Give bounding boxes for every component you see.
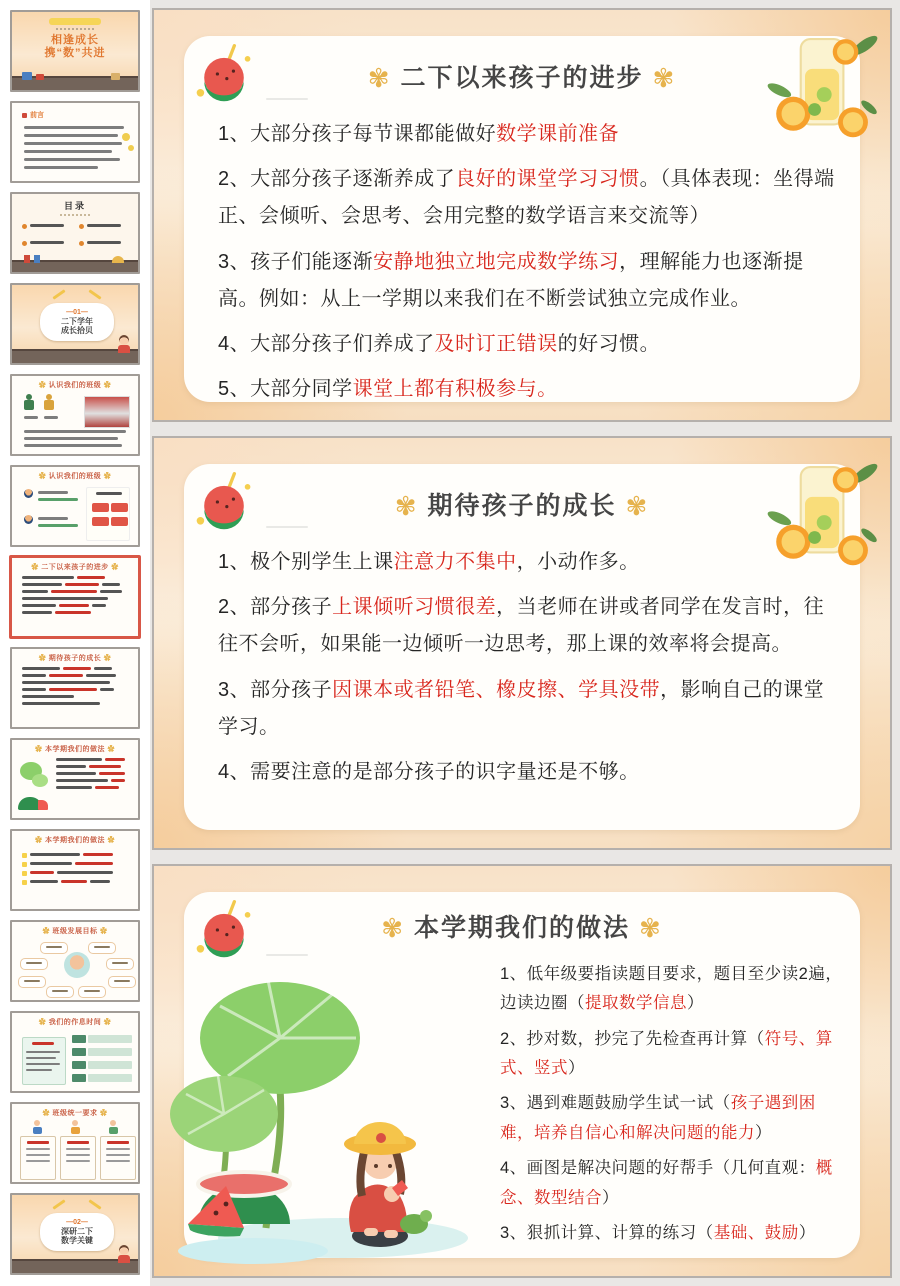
slide-thumbnail-6[interactable] xyxy=(10,465,140,547)
text-line-placeholder xyxy=(26,1057,56,1059)
slide-preview-1[interactable] xyxy=(152,8,892,422)
toc-num-dot xyxy=(79,241,84,246)
subtitle-dots xyxy=(56,28,94,30)
tag-button xyxy=(111,517,128,526)
goal-pill xyxy=(40,942,68,954)
section-title-line2: 成长拾贝 xyxy=(61,326,93,335)
rule-box xyxy=(100,1136,136,1180)
slide-thumbnail-14[interactable] xyxy=(10,1193,140,1275)
slide-paragraph: 1、低年级要指读题目要求，题目至少读2遍，边读边圈（提取数学信息） xyxy=(500,965,843,1013)
kid-character xyxy=(32,1120,42,1134)
time-chip xyxy=(72,1074,86,1082)
slide-title-text: 期待孩子的成长 xyxy=(427,492,617,520)
time-chip xyxy=(72,1048,86,1056)
toc-item-placeholder xyxy=(30,241,64,244)
text-line-placeholder xyxy=(38,491,68,494)
flower-icon: ✾ xyxy=(394,491,419,521)
count-placeholder xyxy=(44,416,58,419)
text-line-placeholder xyxy=(26,1069,52,1071)
slide-thumbnail-12[interactable] xyxy=(10,1011,140,1093)
teacher-avatar xyxy=(24,489,33,498)
goal-pill xyxy=(106,958,134,970)
caption-placeholder xyxy=(266,526,308,528)
thumb-title: ✿ 我们的作息时间 ✿ xyxy=(12,1018,138,1027)
slide-paragraph: 2、抄对数，抄完了先检查再计算（符号、算式、竖式） xyxy=(500,1029,833,1078)
text-line-placeholder xyxy=(24,158,120,161)
slide-thumbnail-5[interactable] xyxy=(10,374,140,456)
prop-books xyxy=(22,72,32,80)
toc-item-placeholder xyxy=(87,241,121,244)
thumb-title: ✿ 认识我们的班级 ✿ xyxy=(12,381,138,390)
text-line-placeholder xyxy=(38,524,78,527)
section-title-line1: 二下学年 xyxy=(61,317,93,326)
kid-character xyxy=(70,1120,80,1134)
slide-paragraph: 3、狠抓计算、计算的练习（基础、鼓励） xyxy=(500,1223,816,1242)
pencil-icon xyxy=(88,1199,101,1209)
goal-pill xyxy=(108,976,136,988)
goal-pill xyxy=(78,986,106,998)
slide-thumbnail-1[interactable] xyxy=(10,10,140,92)
slide-paragraph: 1、极个别学生上课注意力不集中，小动作多。 xyxy=(218,551,640,573)
time-bar xyxy=(88,1074,132,1082)
time-bar xyxy=(88,1061,132,1069)
highlight-marker xyxy=(22,871,27,876)
slide-title-text: 二下以来孩子的进步 xyxy=(400,64,644,92)
slide-paragraph: 5、大部分同学课堂上都有积极参与。 xyxy=(218,378,558,401)
ball-icon xyxy=(112,256,124,263)
text-line-placeholder xyxy=(24,134,118,137)
tag-button xyxy=(111,503,128,512)
text-line-placeholder xyxy=(24,437,118,440)
text-line-placeholder xyxy=(26,1063,60,1065)
lemonade-glass-icon xyxy=(762,22,880,150)
goal-pill xyxy=(20,958,48,970)
thumb-title: 目录 xyxy=(63,201,86,211)
flower-icon: ✾ xyxy=(367,63,392,93)
slide-thumbnail-panel xyxy=(0,0,150,1286)
toc-item-placeholder xyxy=(87,224,121,227)
slide-thumbnail-7[interactable] xyxy=(10,556,140,638)
pencil-icon xyxy=(52,289,65,299)
slide-body xyxy=(218,544,838,799)
text-line-placeholder xyxy=(38,498,78,501)
flag-icon xyxy=(34,255,40,263)
time-bar xyxy=(88,1048,132,1056)
slide-paragraph: 2、部分孩子上课倾听习惯很差，当老师在讲或者同学在发言时，往往不会听，如果能一边倾听一边思考，那上课的效率将会提高。 xyxy=(218,596,825,656)
thumb-title: ✿ 二下以来孩子的进步 ✿ xyxy=(12,563,138,572)
panel-title-placeholder xyxy=(96,492,122,495)
thumb-title: 相逢成长 xyxy=(51,34,99,46)
slide-thumbnail-11[interactable] xyxy=(10,920,140,1002)
slide-preview-3[interactable] xyxy=(152,864,892,1278)
prop-book xyxy=(36,74,44,80)
prop-bag xyxy=(111,73,120,80)
time-bar xyxy=(88,1035,132,1043)
flower-icon: ✾ xyxy=(638,913,663,943)
slide-thumbnail-8[interactable] xyxy=(10,647,140,729)
label-icon xyxy=(22,113,27,118)
toc-dots xyxy=(60,214,90,216)
thumb-title: ✿ 认识我们的班级 ✿ xyxy=(12,472,138,481)
lemon-flower-icon xyxy=(122,133,130,141)
section-cloud xyxy=(40,303,114,341)
text-line-placeholder xyxy=(24,150,112,153)
info-panel xyxy=(86,487,130,541)
slide-paragraph: 3、孩子们能逐渐安静地独立地完成数学练习，理解能力也逐渐提高。例如：从上一学期以来我们在不断尝试独立完成作业。 xyxy=(218,250,804,310)
slide-paragraph: 2、大部分孩子逐渐养成了良好的课堂学习习惯。（具体表现：坐得端正、会倾听、会思考、会用完整的数学语言来交流等） xyxy=(218,168,835,228)
goal-pill xyxy=(88,942,116,954)
girl-character xyxy=(116,1245,132,1263)
section-title-line2: 数学关键 xyxy=(61,1236,93,1245)
toc-item-placeholder xyxy=(30,224,64,227)
section-cloud xyxy=(40,1213,114,1251)
slide-paragraph: 1、大部分孩子每节课都能做好数学课前准备 xyxy=(218,123,620,145)
text-line-placeholder xyxy=(24,166,98,169)
section-number: —01— xyxy=(66,309,88,316)
girl-character xyxy=(116,335,132,353)
tag-button xyxy=(92,517,109,526)
highlight-marker xyxy=(22,880,27,885)
text-line-placeholder xyxy=(24,142,122,145)
rule-box xyxy=(20,1136,56,1180)
slide-thumbnail-9[interactable] xyxy=(10,738,140,820)
thumb-title: 前言 xyxy=(30,112,44,119)
slide-thumbnail-3[interactable] xyxy=(10,192,140,274)
tag-button xyxy=(92,503,109,512)
notice-title-placeholder xyxy=(32,1042,54,1045)
person-icon xyxy=(24,400,34,410)
highlight-marker xyxy=(22,853,27,858)
slide-thumbnail-4[interactable] xyxy=(10,283,140,365)
slide-paragraph: 3、部分孩子因课本或者铅笔、橡皮擦、学具没带，影响自己的课堂学习。 xyxy=(218,678,825,738)
slide-paragraph: 4、需要注意的是部分孩子的识字量还是不够。 xyxy=(218,760,640,783)
thumb-title: ✿ 班级发展目标 ✿ xyxy=(12,927,138,936)
section-title-line1: 深研二下 xyxy=(61,1227,93,1236)
student-avatar xyxy=(64,952,90,978)
class-photo xyxy=(84,396,130,428)
slide-thumbnail-10[interactable] xyxy=(10,829,140,911)
flower-icon: ✾ xyxy=(625,491,650,521)
time-chip xyxy=(72,1061,86,1069)
toc-num-dot xyxy=(22,241,27,246)
goal-pill xyxy=(46,986,74,998)
lemonade-glass-icon xyxy=(762,450,880,578)
slide-thumbnail-2[interactable] xyxy=(10,101,140,183)
slide-paragraph: 3、遇到难题鼓励学生试一试（孩子遇到困难，培养自信心和解决问题的能力） xyxy=(500,1094,816,1142)
rule-box xyxy=(60,1136,96,1180)
flag-icon xyxy=(24,255,30,263)
thumb-title: ✿ 期待孩子的成长 ✿ xyxy=(12,654,138,663)
slide-body xyxy=(218,116,838,416)
flower-icon: ✾ xyxy=(652,63,677,93)
watermelon-slice-icon xyxy=(38,800,48,810)
thumb-subtitle: 携“数”共进 xyxy=(44,47,106,59)
slide-body xyxy=(500,960,846,1254)
thumb-title: ✿ 本学期我们的做法 ✿ xyxy=(12,836,138,845)
thumb-title: ✿ 班级统一要求 ✿ xyxy=(12,1109,138,1118)
lotus-leaf-icon xyxy=(32,774,48,787)
toc-num-dot xyxy=(79,224,84,229)
count-placeholder xyxy=(24,416,38,419)
toc-num-dot xyxy=(22,224,27,229)
highlight-marker xyxy=(22,862,27,867)
text-line-placeholder xyxy=(24,126,124,129)
caption-placeholder xyxy=(266,954,308,956)
thumb-title: ✿ 本学期我们的做法 ✿ xyxy=(12,745,138,754)
caption-placeholder xyxy=(266,98,308,100)
banner-pill xyxy=(49,18,101,25)
slide-preview-2[interactable] xyxy=(152,436,892,850)
watermelon-girl-illustration xyxy=(168,966,498,1266)
lemon-flower-icon xyxy=(128,145,134,151)
goal-pill xyxy=(18,976,46,988)
teacher-avatar xyxy=(24,515,33,524)
text-line-placeholder xyxy=(24,444,122,447)
slide-title xyxy=(154,908,890,944)
kid-character xyxy=(108,1120,118,1134)
pencil-icon xyxy=(88,289,101,299)
text-line-placeholder xyxy=(26,1051,60,1053)
person-icon xyxy=(44,400,54,410)
text-line-placeholder xyxy=(24,430,126,433)
slide-thumbnail-13[interactable] xyxy=(10,1102,140,1184)
flower-icon: ✾ xyxy=(381,913,406,943)
time-chip xyxy=(72,1035,86,1043)
section-number: —02— xyxy=(66,1219,88,1226)
slide-paragraph: 4、画图是解决问题的好帮手（几何直观：概念、数型结合） xyxy=(500,1159,833,1207)
slide-paragraph: 4、大部分孩子们养成了及时订正错误的好习惯。 xyxy=(218,332,661,355)
pencil-icon xyxy=(52,1199,65,1209)
slide-preview-area xyxy=(150,0,900,1286)
text-line-placeholder xyxy=(38,517,68,520)
slide-title-text: 本学期我们的做法 xyxy=(413,914,630,942)
